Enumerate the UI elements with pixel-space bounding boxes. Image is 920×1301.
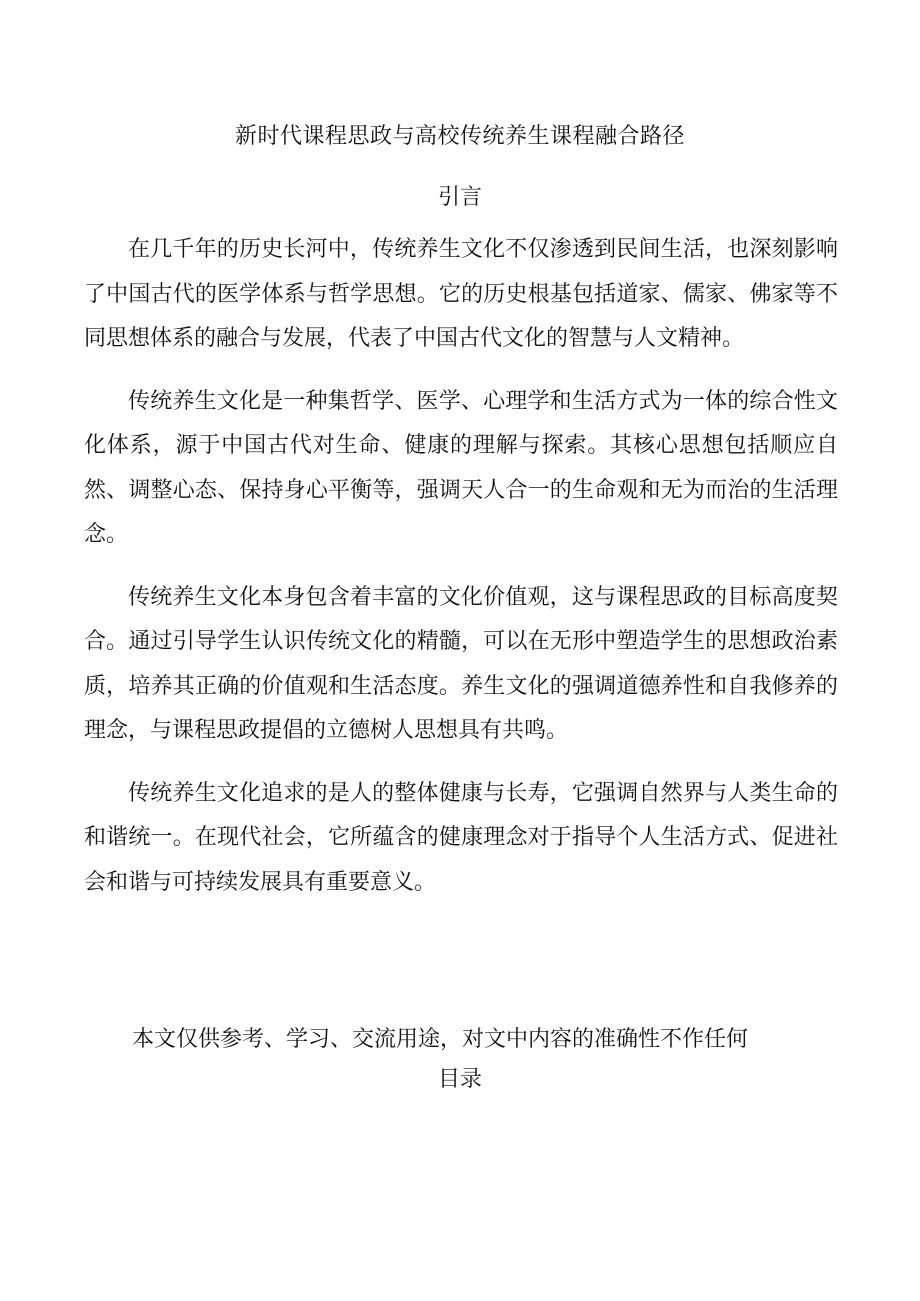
intro-body [84, 228, 838, 923]
intro-paragraph-1: 在几千年的历史长河中，传统养生文化不仅渗透到民间生活，也深刻影响了中国古代的医学体系与哲学思想。它的历史根基包括道家、儒家、佛家等不同思想体系的融合与发展，代表了中国古代文化的智慧与人文精神。 [84, 237, 838, 351]
intro-paragraph-2: 传统养生文化是一种集哲学、医学、心理学和生活方式为一体的综合性文化体系，源于中国古代对生命、健康的理解与探索。其核心思想包括顺应自然、调整心态、保持身心平衡等，强调天人合一的生命观和无为而治的生活理念。 [84, 388, 838, 547]
intro-paragraph-3: 传统养生文化本身包含着丰富的文化价值观，这与课程思政的目标高度契合。通过引导学生认识传统文化的精髓，可以在无形中塑造学生的思想政治素质，培养其正确的价值观和生活态度。养生文化的强调道德养性和自我修养的理念，与课程思政提倡的立德树人思想具有共鸣。 [84, 584, 838, 743]
intro-paragraph-4: 传统养生文化追求的是人的整体健康与长寿，它强调自然界与人类生命的和谐统一。在现代社会，它所蕴含的健康理念对于指导个人生活方式、促进社会和谐与可持续发展具有重要意义。 [84, 780, 838, 895]
intro-heading: 引言 [437, 185, 482, 210]
document-title: 新时代课程思政与高校传统养生课程融合路径 [234, 124, 685, 149]
toc-heading: 目录 [437, 1067, 482, 1092]
disclaimer-text: 本文仅供参考、学习、交流用途，对文中内容的准确性不作任何 [132, 1027, 749, 1052]
